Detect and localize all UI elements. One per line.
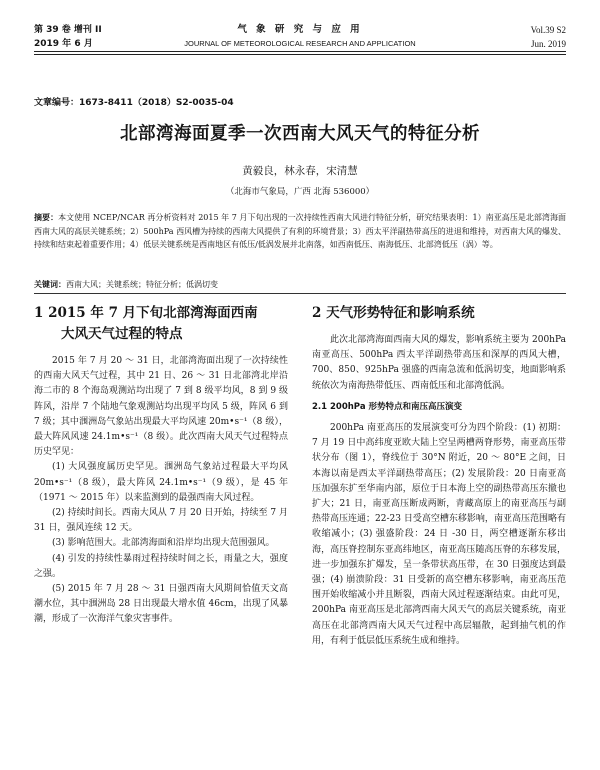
journal-name-cn: 气 象 研 究 与 应 用	[237, 24, 363, 35]
paragraph: (5) 2015 年 7 月 28 ～ 31 日强西南大风期间恰值天文高潮水位，其中涠洲岛 28 日出现最大增水值 46cm，出现了风暴潮，形成了一次海洋气象灾害事件。	[34, 584, 288, 625]
section-2-title: 天气形势特征和影响系统	[326, 305, 475, 321]
section-2-number: 2	[312, 305, 322, 321]
paragraph: 此次北部湾海面西南大风的爆发，影响系统主要为 200hPa 南亚高压、500hPa 西太平洋副热带高压和深厚的西风大槽，700、850、925hPa 强盛的西南急流和低涡切变，地面影响系统依次为南海热带低压、西南低压和北部湾低涡。	[312, 335, 566, 391]
header-rule-thin	[34, 54, 566, 55]
keywords-text: 西南大风；关键系统；特征分析；低涡切变	[66, 280, 218, 289]
section-1-title-line1: 2015 年 7 月下旬北部湾海面西南	[48, 305, 258, 321]
paragraph: (2) 持续时间长。西南大风从 7 月 20 日开始，持续至 7 月 31 日，强风连续 12 天。	[34, 508, 288, 534]
section-1-title-line2: 大风天气过程的特点	[61, 326, 183, 342]
keywords	[34, 278, 566, 291]
abstract-separator	[34, 293, 566, 294]
left-column	[34, 303, 288, 628]
date-en: Jun. 2019	[530, 39, 566, 49]
header-rule-thick	[34, 51, 566, 52]
affiliation: （北海市气象局，广西 北海 536000）	[225, 187, 375, 197]
paragraph: (4) 引发的持续性暴雨过程持续时间之长，雨量之大，强度之强。	[34, 553, 288, 579]
keywords-label: 关键词：	[34, 280, 66, 289]
paragraph: (3) 影响范围大。北部湾海面和沿岸均出现大范围强风。	[52, 538, 275, 549]
volume-en: Vol.39 S2	[530, 25, 566, 35]
article-number: 文章编号：1673-8411（2018）S2-0035-04	[34, 98, 234, 108]
section-1-heading	[34, 303, 288, 345]
abstract-label: 摘要：	[34, 213, 59, 222]
abstract	[34, 211, 566, 252]
right-column	[312, 303, 566, 649]
subsection-2-1-heading: 2.1 200hPa 形势特点和南压高压演变	[312, 401, 463, 412]
paragraph: (1) 大风强度属历史罕见。涠洲岛气象站过程最大平均风 20m•s⁻¹（8 级），最大阵风 24.1m•s⁻¹（9 级），是 45 年（1971 ～ 2015 年）以来监测到的最强西南大风过程。	[34, 462, 288, 503]
date-cn: 2019 年 6 月	[34, 39, 93, 49]
paragraph: 200hPa 南亚高压的发展演变可分为四个阶段：(1) 初期：7 月 19 日中高纬度亚欧大陆上空呈两槽两脊形势，南亚高压带状分布（图 1），脊线位于 30°N 附近，20 ～ 80°E 之间，日本海以南是西太平洋副热带高压；(2) 发展阶段：20 日南亚高压加强东扩至华南内部，原位于日本海上空的副热带高压东撤也扩大；21 日，南亚高压断成两断，青藏高原上的南亚高压与副热带高压连通；22-23 日受高空槽东移影响，南亚高压范围略有收缩减小；(3) 强盛阶段：24 日 -30 日，两空槽逐渐东移出海，高压脊控制东亚高纬地区，南亚高压随高压脊的东移发展，进一步加强东扩爆发，呈一条带状高压带，在 30 日强度达到最强；(4) 崩溃阶段：31 日受新的高空槽东移影响，南亚高压范围开始收缩减小并且断裂，西南大风过程逐渐结束。由此可见，200hPa 南亚高压是北部湾西南大风天气的高层关键系统，南亚高压在北部湾西南大风天气过程中高层辐散，起到抽气机的作用，有利于低层低压系统生成和维持。	[312, 423, 566, 646]
section-2-heading	[312, 303, 566, 324]
abstract-text: 本文使用 NCEP/NCAR 再分析资料对 2015 年 7 月下旬出现的一次持续性西南大风进行特征分析，研究结果表明：1）南亚高压是北部湾海面西南大风的高层关键系统；2）500hPa 西风槽为持续的西南大风提供了有利的环境背景；3）西太平洋副热带高压的进退和维持，对西南大风的爆发、持续和结束起着重要作用；4）低层关键系统是西南地区有低压/低涡发展并北南落，如西南低压、南海低压、北部湾低压（涡）等。	[34, 213, 567, 250]
paragraph: 2015 年 7 月 20 ～ 31 日，北部湾海面出现了一次持续性的西南大风天气过程，其中 21 日、26 ～ 31 日北部湾北岸沿海二市的 8 个海岛观测站均出现了 7 到 8 级平均风，8 到 9 级阵风，沿岸 7 个陆地气象观测站均出现平均风 5 级，阵风 6 到 7 级；其中涠洲岛气象站出现最大平均风速 20m•s⁻¹（8 级），最大阵风风速 24.1m•s⁻¹（8 级）。此次西南大风天气过程特点历史罕见：	[34, 356, 288, 458]
paper-title: 北部湾海面夏季一次西南大风天气的特征分析	[120, 124, 480, 144]
volume-issue: 第 39 卷 增刊 II	[34, 25, 102, 35]
authors: 黄毅良，林永春，宋清慧	[242, 165, 358, 177]
section-1-number: 1	[34, 305, 44, 321]
journal-name-en: JOURNAL OF METEOROLOGICAL RESEARCH AND APPLICATION	[184, 39, 416, 48]
